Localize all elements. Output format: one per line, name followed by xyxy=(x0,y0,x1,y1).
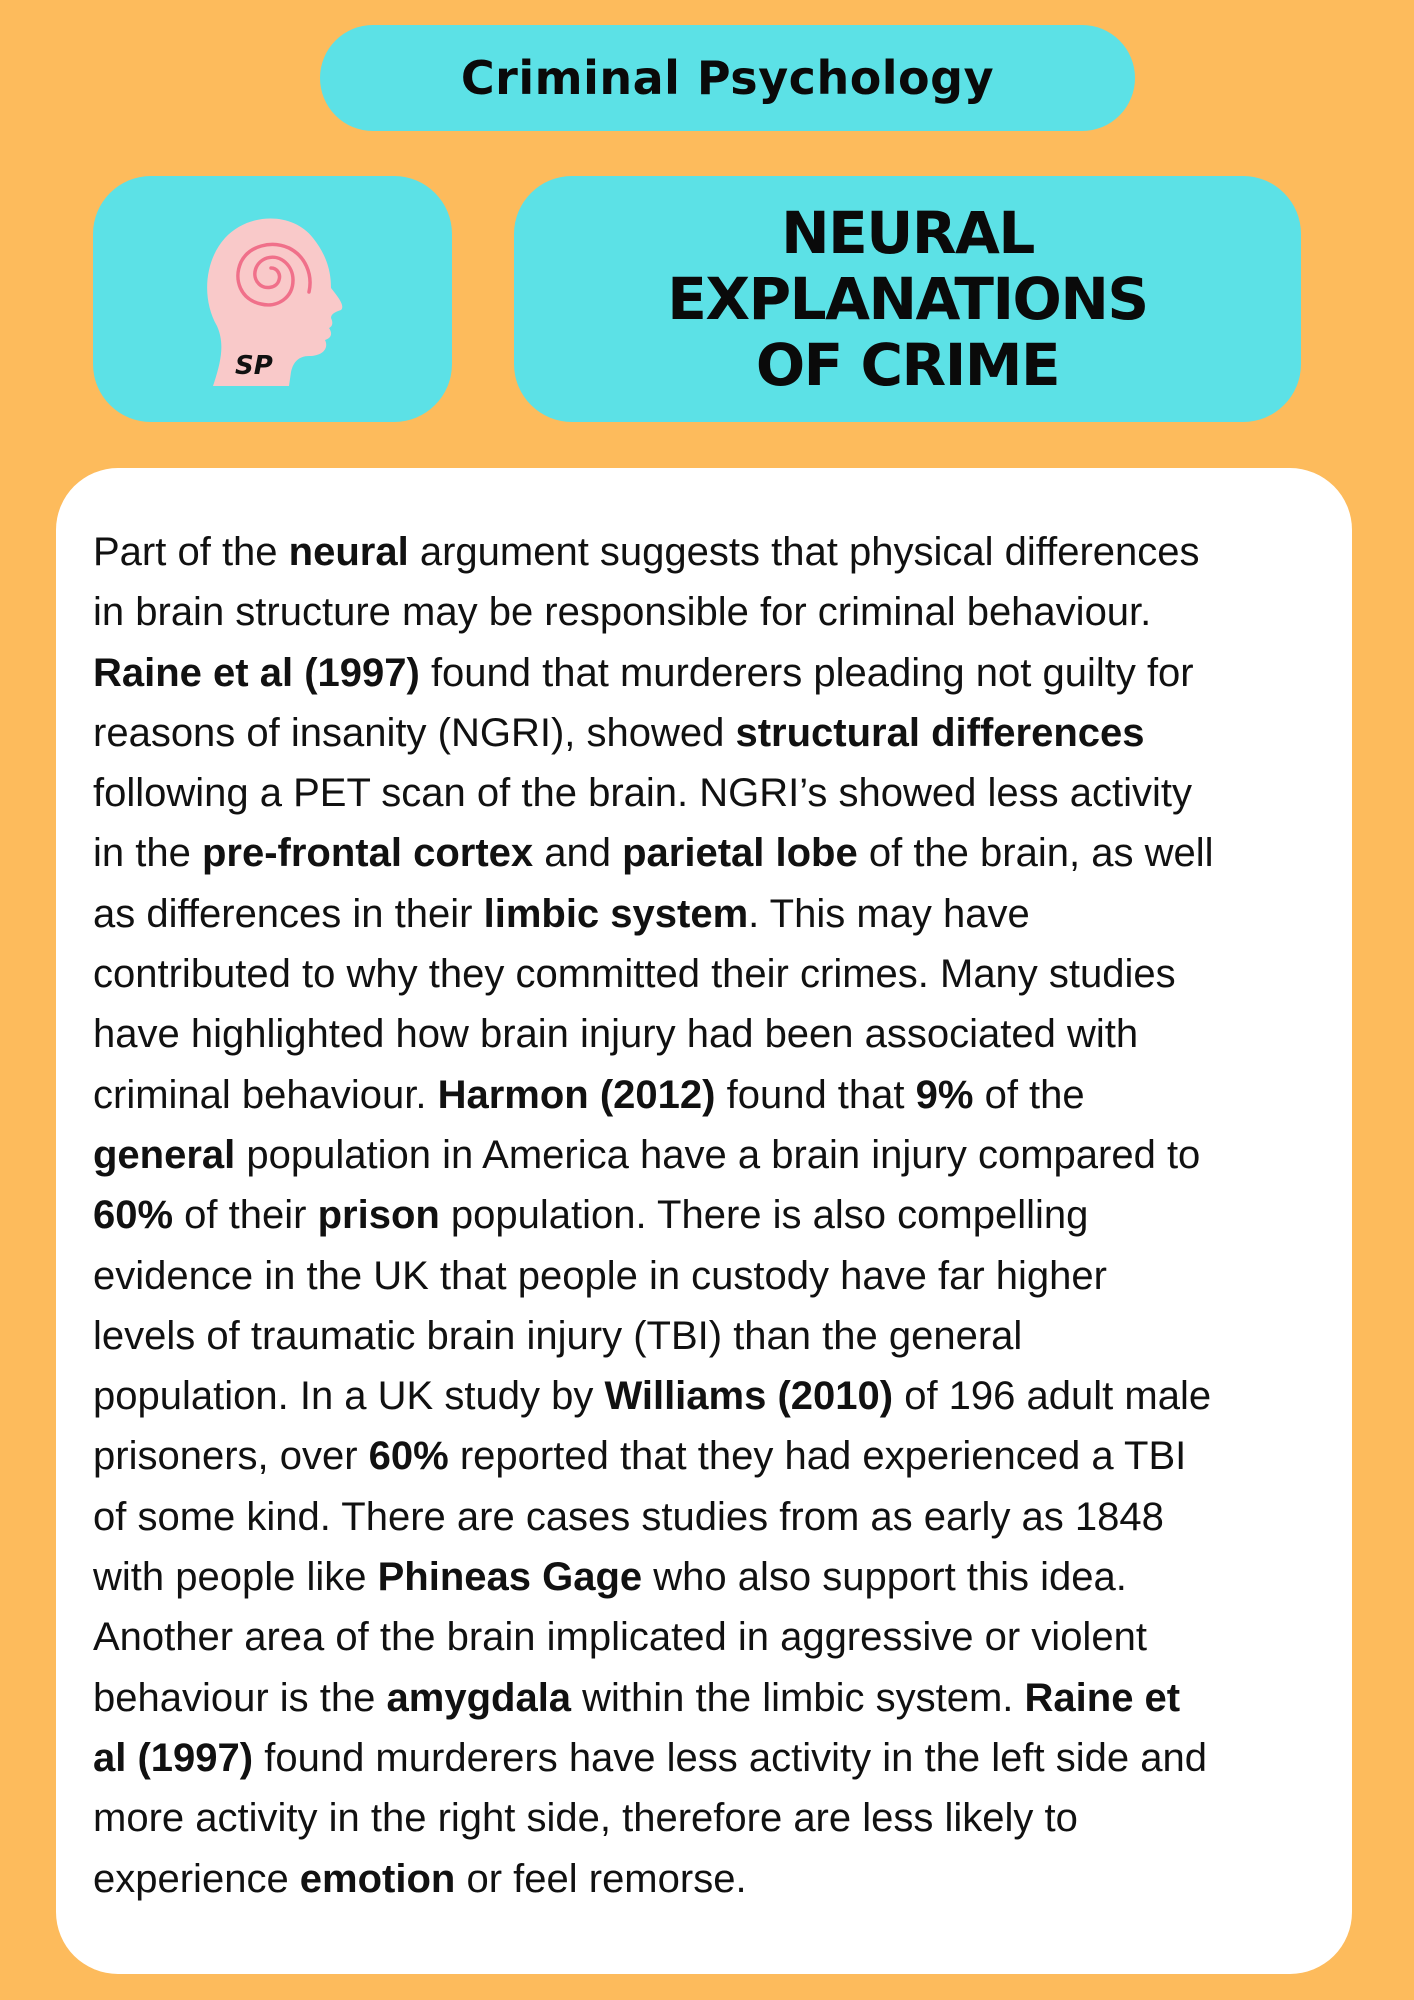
body-text-run: more activity in the right side, therefore are less likely to xyxy=(93,1796,1078,1841)
body-text-run: in the xyxy=(93,831,202,876)
body-text-run: evidence in the UK that people in custody have far higher xyxy=(93,1253,1107,1298)
body-text-run: following a PET scan of the brain. NGRI’s showed less activity xyxy=(93,771,1193,816)
body-text-run: contributed to why they committed their crimes. Many studies xyxy=(93,952,1176,997)
body-line xyxy=(93,1607,1343,1667)
logo-card xyxy=(93,176,452,422)
body-paragraph xyxy=(93,522,1343,1909)
body-line xyxy=(93,1004,1343,1064)
body-line xyxy=(93,944,1343,1004)
body-line xyxy=(93,582,1343,642)
emphasis-text: Raine et al (1997) xyxy=(93,650,420,695)
topic-title xyxy=(667,200,1147,398)
body-text-run: of the brain, as well xyxy=(857,831,1214,876)
subject-title: Criminal Psychology xyxy=(460,51,995,105)
emphasis-text: emotion xyxy=(299,1856,456,1901)
body-text-run: of some kind. There are cases studies from as early as 1848 xyxy=(93,1494,1164,1539)
emphasis-text: parietal lobe xyxy=(622,831,858,876)
body-line xyxy=(93,1065,1343,1125)
body-text-run: population. In a UK study by xyxy=(93,1374,605,1419)
body-line xyxy=(93,1185,1343,1245)
emphasis-text: structural differences xyxy=(735,710,1145,755)
body-line xyxy=(93,643,1343,703)
content-card xyxy=(56,468,1352,1974)
body-text-run: reported that they had experienced a TBI xyxy=(448,1434,1187,1479)
body-text-run: behaviour is the xyxy=(93,1675,387,1720)
body-line xyxy=(93,1849,1343,1909)
body-line xyxy=(93,1246,1343,1306)
emphasis-text: Williams (2010) xyxy=(604,1374,894,1419)
body-text-run: of their xyxy=(173,1193,318,1238)
body-text-run: with people like xyxy=(93,1555,378,1600)
body-text-run: within the limbic system. xyxy=(571,1675,1025,1720)
emphasis-text: general xyxy=(93,1132,236,1177)
emphasis-text: Phineas Gage xyxy=(377,1555,643,1600)
emphasis-text: limbic system xyxy=(483,891,749,936)
topic-card xyxy=(514,176,1301,422)
body-line xyxy=(93,703,1343,763)
body-text-run: have highlighted how brain injury had been associated with xyxy=(93,1012,1139,1057)
topic-title-line: OF CRIME xyxy=(755,331,1060,399)
body-line xyxy=(93,1547,1343,1607)
emphasis-text: pre-frontal cortex xyxy=(201,831,534,876)
body-text-run: population. There is also compelling xyxy=(439,1193,1089,1238)
emphasis-text: al (1997) xyxy=(93,1735,254,1780)
body-text-run: and xyxy=(533,831,623,876)
body-text-run: found murderers have less activity in the left side and xyxy=(253,1735,1207,1780)
body-text-run: of the xyxy=(973,1072,1085,1117)
head-spiral-icon xyxy=(93,176,452,422)
body-text-run: Another area of the brain implicated in aggressive or violent xyxy=(93,1615,1147,1660)
emphasis-text: 60% xyxy=(368,1434,449,1479)
emphasis-text: Raine et xyxy=(1024,1675,1181,1720)
body-text-run: criminal behaviour. xyxy=(93,1072,438,1117)
body-text-run: . This may have xyxy=(748,891,1030,936)
emphasis-text: neural xyxy=(288,530,409,574)
body-line xyxy=(93,1366,1343,1426)
body-line xyxy=(93,1125,1343,1185)
body-text-run: experience xyxy=(93,1856,300,1901)
body-line xyxy=(93,823,1343,883)
subject-header xyxy=(320,25,1135,131)
topic-title-line: NEURAL xyxy=(781,199,1034,267)
body-text-run: who also support this idea. xyxy=(642,1555,1127,1600)
body-text-run: as differences in their xyxy=(93,891,484,936)
body-text-run: found that xyxy=(715,1072,916,1117)
body-line xyxy=(93,522,1343,582)
body-text-run: or feel remorse. xyxy=(455,1856,747,1901)
body-text-run: of 196 adult male xyxy=(893,1374,1212,1419)
body-text-run: prisoners, over xyxy=(93,1434,369,1479)
emphasis-text: amygdala xyxy=(386,1675,572,1720)
emphasis-text: 60% xyxy=(93,1193,174,1238)
body-text-run: argument suggests that physical differences xyxy=(408,530,1200,574)
body-line xyxy=(93,1668,1343,1728)
emphasis-text: prison xyxy=(317,1193,440,1238)
body-text-run: reasons of insanity (NGRI), showed xyxy=(93,710,736,755)
body-line xyxy=(93,763,1343,823)
emphasis-text: 9% xyxy=(915,1072,974,1117)
body-text-run: in brain structure may be responsible for criminal behaviour. xyxy=(93,590,1152,635)
body-line xyxy=(93,1426,1343,1486)
emphasis-text: Harmon (2012) xyxy=(437,1072,716,1117)
logo-initials: SP xyxy=(235,351,273,381)
body-line xyxy=(93,884,1343,944)
body-line xyxy=(93,1728,1343,1788)
body-text-run: population in America have a brain injury compared to xyxy=(235,1132,1201,1177)
body-text-run: Part of the xyxy=(93,530,289,574)
topic-title-line: EXPLANATIONS xyxy=(667,265,1148,333)
body-line xyxy=(93,1788,1343,1848)
body-text-run: levels of traumatic brain injury (TBI) than the general xyxy=(93,1313,1023,1358)
body-text-run: found that murderers pleading not guilty for xyxy=(419,650,1194,695)
body-line xyxy=(93,1487,1343,1547)
body-line xyxy=(93,1306,1343,1366)
